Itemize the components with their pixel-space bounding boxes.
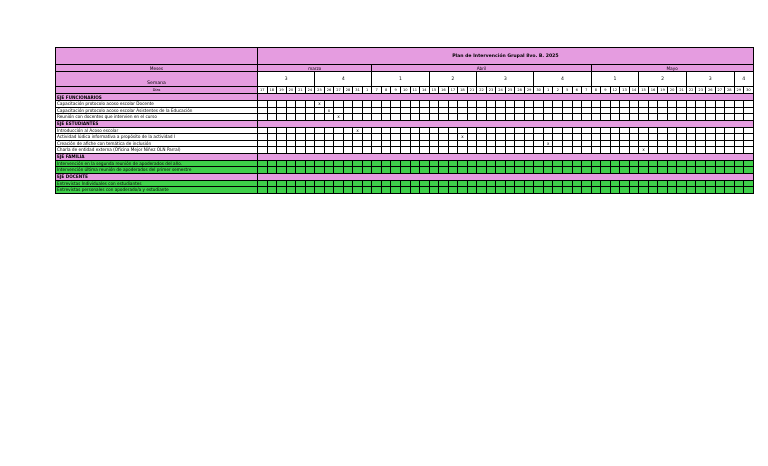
activity-label: Intervención última reunión de apoderados del primer semestre [56, 167, 258, 174]
day-header: 17 [258, 87, 268, 94]
schedule-cell [400, 187, 410, 194]
section-title: EJE ESTUDIANTES [56, 120, 258, 127]
schedule-cell [534, 187, 544, 194]
schedule-cell [572, 187, 582, 194]
week-header: 3 [258, 72, 315, 87]
day-header: 29 [524, 87, 534, 94]
week-header: 4 [534, 72, 591, 87]
day-header: 25 [315, 87, 325, 94]
activity-label: Creación de afiche con temática de inclusión [56, 140, 258, 147]
day-header: 14 [629, 87, 639, 94]
activity-mark: x [334, 114, 344, 121]
day-header: 27 [715, 87, 725, 94]
day-header: 8 [381, 87, 391, 94]
month-header: Abril [372, 65, 591, 72]
schedule-cell [305, 187, 315, 194]
day-header: 26 [324, 87, 334, 94]
day-header: 23 [696, 87, 706, 94]
days-label: Días [56, 87, 258, 94]
week-header: 1 [372, 72, 429, 87]
day-header: 25 [505, 87, 515, 94]
schedule-cell [258, 187, 268, 194]
intervention-plan-table [55, 47, 754, 194]
day-header: 6 [572, 87, 582, 94]
schedule-cell [515, 187, 525, 194]
day-header: 22 [477, 87, 487, 94]
activity-label: Actividad lúdica informativa a propósito de la actividad I [56, 134, 258, 141]
section-fill [258, 153, 754, 160]
day-header: 29 [734, 87, 744, 94]
day-header: 1 [543, 87, 553, 94]
schedule-cell [467, 187, 477, 194]
day-header: 16 [648, 87, 658, 94]
schedule-cell [324, 187, 334, 194]
schedule-cell [334, 187, 344, 194]
day-header: 19 [277, 87, 287, 94]
day-header: 2 [553, 87, 563, 94]
activity-label: Capacitación protocolo acoso escolar Asistentes de la Educación [56, 107, 258, 114]
schedule-cell [629, 187, 639, 194]
day-header: 28 [343, 87, 353, 94]
week-header: 2 [639, 72, 687, 87]
section-title: EJE FAMILIA [56, 153, 258, 160]
schedule-cell [686, 187, 696, 194]
day-header: 21 [677, 87, 687, 94]
activity-label: Entrevistas Individuales con estudiantes [56, 180, 258, 187]
week-header: 2 [429, 72, 477, 87]
schedule-cell [725, 187, 735, 194]
activity-mark: x [458, 134, 468, 141]
day-header: 9 [601, 87, 611, 94]
day-header: 30 [744, 87, 754, 94]
day-header: 18 [458, 87, 468, 94]
day-header: 31 [353, 87, 363, 94]
schedule-cell [372, 187, 382, 194]
schedule-cell [620, 187, 630, 194]
schedule-cell [362, 187, 372, 194]
day-header: 26 [705, 87, 715, 94]
day-header: 15 [639, 87, 649, 94]
schedule-cell [610, 187, 620, 194]
week-days-label [56, 72, 258, 87]
day-header: 16 [439, 87, 449, 94]
day-header: 20 [667, 87, 677, 94]
schedule-cell [667, 187, 677, 194]
schedule-cell [505, 187, 515, 194]
schedule-cell [286, 187, 296, 194]
day-header: 28 [725, 87, 735, 94]
day-header: 11 [410, 87, 420, 94]
week-header: 4 [315, 72, 372, 87]
schedule-cell [705, 187, 715, 194]
schedule-cell [524, 187, 534, 194]
activity-label: Intervención en la segunda reunión de apoderados del año. [56, 160, 258, 167]
activity-mark: x [353, 127, 363, 134]
months-label: Meses [56, 65, 258, 72]
day-header: 20 [286, 87, 296, 94]
planning-sheet [55, 47, 753, 194]
schedule-cell [315, 187, 325, 194]
day-header: 1 [362, 87, 372, 94]
day-header: 7 [582, 87, 592, 94]
day-header: 21 [467, 87, 477, 94]
activity-label: Reunión con docentes que intervien en el curso [56, 114, 258, 121]
activity-mark: x [324, 107, 334, 114]
activity-label: Entrevistas personales con apoderado/a y estudiante [56, 187, 258, 194]
week-header: 3 [686, 72, 734, 87]
day-header: 12 [610, 87, 620, 94]
day-header: 15 [429, 87, 439, 94]
schedule-cell [277, 187, 287, 194]
schedule-cell [496, 187, 506, 194]
schedule-cell [696, 187, 706, 194]
day-header: 17 [448, 87, 458, 94]
activity-label: Charla de entidad externa (Oficina Mejor Niñez OLN Parral) [56, 147, 258, 154]
week-label: Semana [147, 81, 166, 86]
schedule-cell [410, 187, 420, 194]
day-header: 9 [391, 87, 401, 94]
schedule-cell [591, 187, 601, 194]
plan-title: Plan de Intervención Grupal 8vo. B. 2025 [258, 48, 754, 65]
schedule-cell [658, 187, 668, 194]
activity-label: Introducción al Acoso escolar [56, 127, 258, 134]
section-fill [258, 120, 754, 127]
week-header: 4 [734, 72, 753, 87]
day-header: 22 [686, 87, 696, 94]
section-title: EJE FUNCIONARIOS [56, 94, 258, 101]
day-header: 28 [515, 87, 525, 94]
schedule-cell [439, 187, 449, 194]
schedule-cell [543, 187, 553, 194]
day-header: 8 [591, 87, 601, 94]
schedule-cell [420, 187, 430, 194]
week-header: 3 [477, 72, 534, 87]
week-header: 1 [591, 72, 639, 87]
schedule-cell [448, 187, 458, 194]
activity-mark: x [639, 147, 649, 154]
activity-label: Capacitación protocolo acoso escolar Docente [56, 101, 258, 108]
section-title: EJE DOCENTE [56, 173, 258, 180]
activity-mark: x [315, 101, 325, 108]
day-header: 18 [267, 87, 277, 94]
activity-mark: x [543, 140, 553, 147]
schedule-cell [381, 187, 391, 194]
schedule-cell [391, 187, 401, 194]
schedule-cell [715, 187, 725, 194]
day-header: 5 [563, 87, 573, 94]
schedule-cell [267, 187, 277, 194]
section-fill [258, 173, 754, 180]
schedule-cell [582, 187, 592, 194]
month-header: marzo [258, 65, 372, 72]
schedule-cell [458, 187, 468, 194]
schedule-cell [477, 187, 487, 194]
schedule-cell [563, 187, 573, 194]
schedule-cell [296, 187, 306, 194]
schedule-cell [677, 187, 687, 194]
schedule-cell [601, 187, 611, 194]
day-header: 24 [496, 87, 506, 94]
day-header: 13 [620, 87, 630, 94]
schedule-cell [429, 187, 439, 194]
section-fill [258, 94, 754, 101]
schedule-cell [744, 187, 754, 194]
schedule-cell [353, 187, 363, 194]
schedule-cell [639, 187, 649, 194]
month-header: Mayo [591, 65, 753, 72]
day-header: 27 [334, 87, 344, 94]
day-header: 19 [658, 87, 668, 94]
day-header: 23 [486, 87, 496, 94]
schedule-cell [343, 187, 353, 194]
schedule-cell [648, 187, 658, 194]
schedule-cell [734, 187, 744, 194]
day-header: 24 [305, 87, 315, 94]
day-header: 21 [296, 87, 306, 94]
day-header: 10 [400, 87, 410, 94]
day-header: 7 [372, 87, 382, 94]
corner-cell [56, 48, 258, 65]
day-header: 14 [420, 87, 430, 94]
schedule-cell [553, 187, 563, 194]
day-header: 30 [534, 87, 544, 94]
schedule-cell [486, 187, 496, 194]
